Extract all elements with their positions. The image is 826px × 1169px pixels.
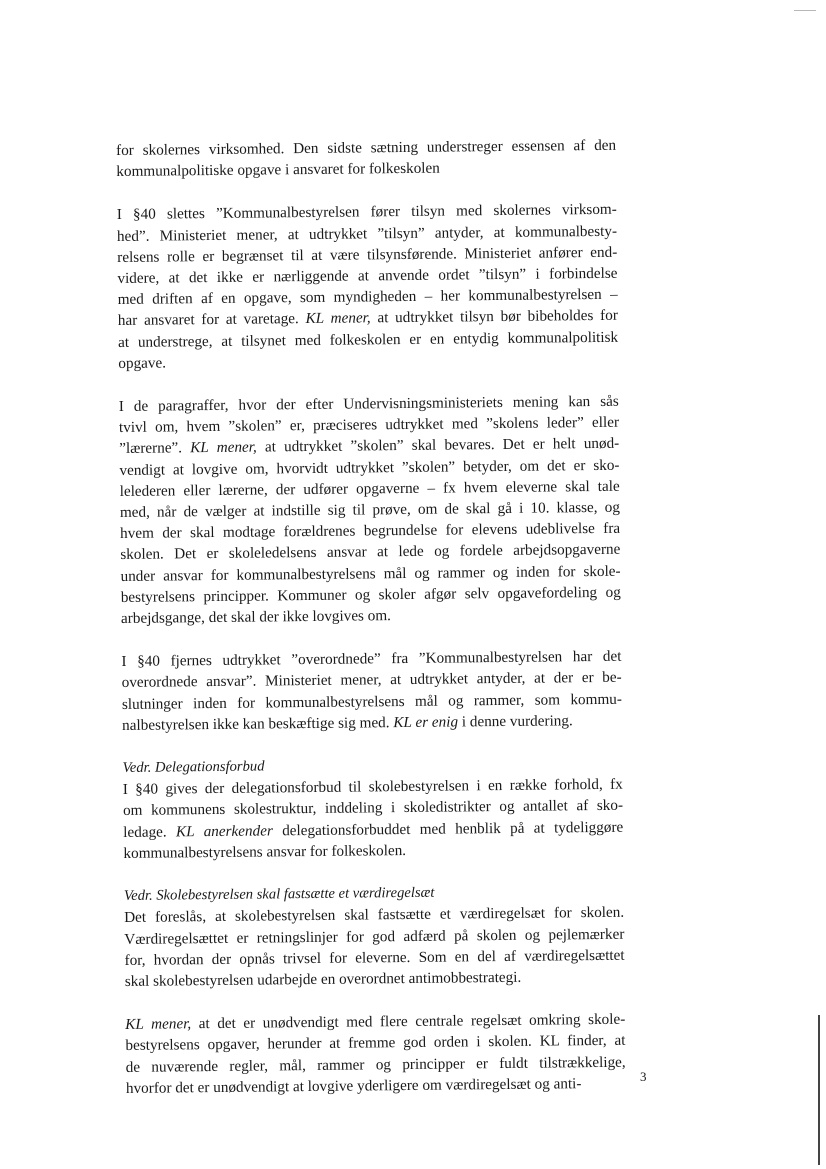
- paragraph: [121, 646, 622, 736]
- text-line: [116, 156, 616, 182]
- emphasis-text: KL mener,: [125, 1015, 192, 1034]
- text-line: [121, 603, 621, 629]
- body-text: under ansvar for kommunalbestyrelsens mål og rammer og inden for skole-: [120, 562, 621, 585]
- body-text: skal skolebestyrelsen udarbejde en overordnet antimobbestrategi.: [124, 968, 522, 990]
- body-text: med driften af en opgave, som myndigheden – her kommunalbestyrelsen –: [117, 285, 618, 309]
- body-text: at det er unødvendigt med flere centrale regelsæt omkring skole-: [191, 1010, 626, 1033]
- scan-margin-line: [818, 1015, 820, 1165]
- text-line: [126, 1072, 626, 1098]
- body-text: ledage.: [123, 823, 177, 841]
- body-text: Det foreslås, at skolebestyrelsen skal fastsætte et værdiregelsæt for skolen.: [124, 904, 625, 927]
- body-text: bestyrelsens opgaver, herunder at fremme god orden i skolen. KL finder, at: [125, 1032, 626, 1055]
- body-text: kommunalpolitiske opgave i ansvaret for folkeskolen: [116, 159, 440, 181]
- emphasis-text: KL er enig: [393, 713, 459, 732]
- paragraph: [119, 391, 621, 629]
- document-body: [116, 135, 626, 1121]
- paragraph: [116, 135, 616, 183]
- body-text: ”lærerne”.: [119, 439, 191, 458]
- emphasis-text: KL anerkender: [175, 822, 273, 841]
- body-text: hvorfor det er unødvendigt at lovgive yderligere om værdiregelsæt og anti-: [125, 1074, 582, 1097]
- text-line: [123, 838, 623, 864]
- body-text: Værdiregelsættet er retningslinjer for god adfærd på skolen og pejlemærker: [124, 925, 625, 948]
- body-text: delegationsforbuddet med henblik på at tydeliggøre: [272, 818, 624, 840]
- body-text: tvivl om, hvem ”skolen” er, præciseres udtrykket med ”skolens leder” eller: [118, 413, 620, 437]
- emphasis-text: KL mener,: [190, 438, 257, 457]
- body-text: lelederen eller lærerne, der udfører opgaverne – fx hvem eleverne skal tale: [119, 477, 620, 500]
- body-text: I de paragraffer, hvor der efter Undervisningsministeriets mening kan sås: [118, 392, 619, 416]
- body-text: I §40 fjernes udtrykket ”overordnede” fra ”Kommunalbestyrelsen har det: [121, 648, 622, 671]
- paragraph: [122, 753, 623, 864]
- text-line: [125, 966, 625, 992]
- paragraph: [125, 1009, 626, 1099]
- body-text: videre, at det ikke er nærliggende at anvende ordet ”tilsyn” i forbindelse: [117, 264, 618, 288]
- body-text: kommunalbestyrelsens ansvar for folkeskolen.: [123, 841, 407, 862]
- body-text: overordnede ansvar”. Ministeriet mener, at udtrykket antyder, at der er be-: [121, 669, 622, 692]
- body-text: de nuværende regler, mål, rammer og principper er fuldt tilstrækkelige,: [125, 1053, 626, 1076]
- body-text: med, når de vælger at indstille sig til prøve, om de skal gå i 10. klasse, og: [119, 498, 620, 522]
- body-text: i denne vurdering.: [457, 712, 573, 731]
- paragraph: [117, 199, 619, 374]
- body-text: nalbestyrelsen ikke kan beskæftige sig med.: [122, 714, 394, 734]
- body-text: opgave.: [118, 354, 167, 372]
- paragraph: [124, 881, 625, 992]
- body-text: at udtrykket ”skolen” skal bevares. Det er helt unød-: [256, 435, 620, 456]
- body-text: for, hvordan der opnås trivsel for eleverne. Som en del af værdiregelsættet: [124, 946, 625, 969]
- body-text: at udtrykket tilsyn bør bibeholdes for: [370, 307, 618, 327]
- text-line: [122, 710, 622, 736]
- body-text: arbejdsgange, det skal der ikke lovgives om.: [120, 607, 392, 628]
- body-text: I §40 gives der delegationsforbud til skolebestyrelsen i en række forhold, fx: [122, 776, 623, 799]
- body-text: bestyrelsens principper. Kommuner og skoler afgør selv opgavefordeling og: [120, 583, 621, 606]
- section-heading: Vedr. Skolebestyrelsen skal fastsætte et værdiregelsæt: [123, 884, 435, 905]
- scan-edge-mark: [794, 10, 816, 11]
- body-text: skolen. Det er skoleledelsens ansvar at lede og fordele arbejdsopgaverne: [120, 541, 621, 564]
- body-text: I §40 slettes ”Kommunalbestyrelsen fører tilsyn med skolernes virksom-: [116, 201, 617, 224]
- body-text: vendigt at lovgive om, hvorvidt udtrykket ”skolen” betyder, om det er sko-: [119, 456, 620, 479]
- body-text: hed”. Ministeriet mener, at udtrykket ”tilsyn” antyder, at kommunalbesty-: [116, 222, 618, 245]
- body-text: hvem der skal modtage forældrenes begrundelse for elevens udeblivelse fra: [120, 519, 621, 543]
- body-text: at understrege, at tilsynet med folkeskolen er en entydig kommunalpolitisk: [118, 328, 619, 351]
- body-text: for skolernes virksomhed. Den sidste sætning understreger essensen af den: [116, 136, 617, 159]
- emphasis-text: KL mener,: [305, 309, 371, 328]
- page-number: 3: [640, 1069, 647, 1084]
- section-heading: Vedr. Delegationsforbud: [122, 758, 265, 777]
- body-text: har ansvaret for at varetage.: [117, 310, 306, 330]
- body-text: om kommunens skolestruktur, inddeling i skoledistrikter og antallet af sko-: [122, 797, 624, 820]
- body-text: relsens rolle er begrænset til at være tilsynsførende. Ministeriet anfører end-: [117, 243, 618, 266]
- body-text: slutninger inden for kommunalbestyrelsens mål og rammer, som kommu-: [121, 690, 622, 713]
